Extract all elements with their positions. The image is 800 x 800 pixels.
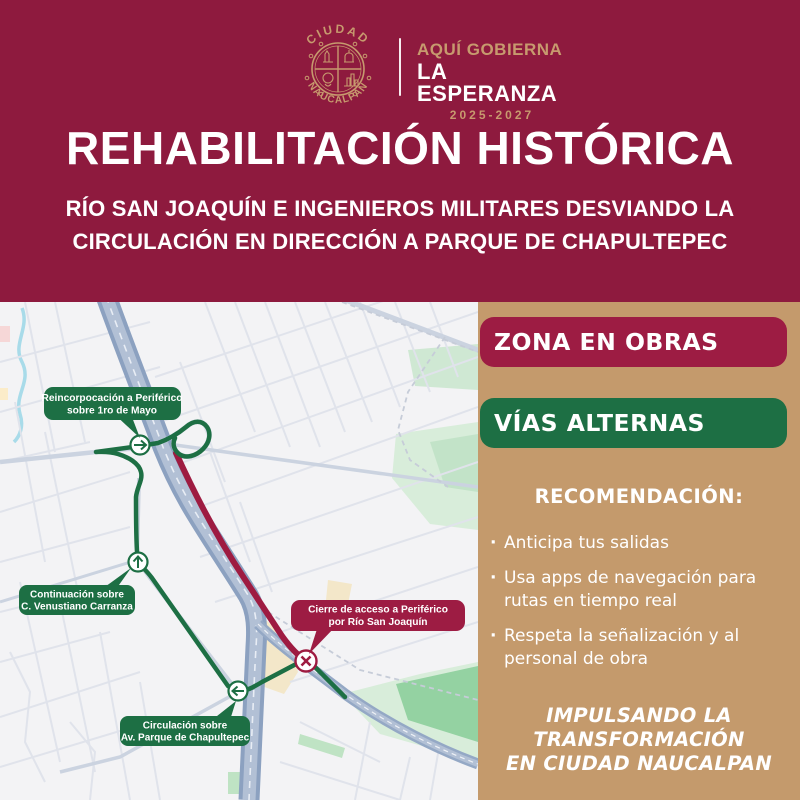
- merge-right-arrow-icon: [131, 436, 150, 455]
- label-line2: por Río San Joaquín: [328, 617, 428, 628]
- tagline-line3: EN CIUDAD NAUCALPAN: [506, 752, 772, 775]
- label-line2: sobre 1ro de Mayo: [66, 405, 158, 417]
- label-line2: Av. Parque de Chapultepec: [120, 732, 250, 744]
- seal-buildings-icon: [344, 74, 358, 86]
- tagline-line1: IMPULSANDO LA: [546, 704, 732, 727]
- recommendation-text: Respeta la señalización y al personal de obra: [504, 626, 740, 669]
- slogan-line1: AQUÍ GOBIERNA: [417, 40, 563, 59]
- tagline-line2: TRANSFORMACIÓN: [533, 728, 745, 751]
- recommendation-text: Anticipa tus salidas: [504, 533, 669, 553]
- seal-bottom-text: NAUCALPAN: [305, 80, 371, 107]
- bullet-dot: ·: [490, 533, 497, 553]
- seal-mask-smile: [325, 84, 331, 86]
- page-title: REHABILITACIÓN HISTÓRICA: [66, 122, 734, 174]
- zona-en-obras-badge: ZONA EN OBRAS: [480, 317, 787, 367]
- label-line1: Continuación sobre: [30, 589, 124, 601]
- label-line1: Circulación sobre: [142, 720, 228, 732]
- label-line2: C. Venustiano Carranza: [21, 601, 133, 613]
- slogan-line2: LA ESPERANZA: [417, 59, 558, 106]
- left-arrow-icon: [229, 682, 248, 701]
- slogan-years: 2025-2027: [449, 108, 535, 122]
- list-item: [490, 567, 790, 613]
- government-slogan: [417, 41, 577, 121]
- seal-church-icon: [344, 50, 354, 62]
- vias-alternas-badge: VÍAS ALTERNAS: [480, 398, 787, 448]
- recommendation-text: Usa apps de navegación para rutas en tiempo real: [504, 568, 757, 611]
- closure-x-icon: [296, 651, 317, 672]
- label-line1: Cierre de acceso a Periférico: [308, 604, 448, 616]
- info-panel: [478, 302, 800, 800]
- naucalpan-city-seal: [292, 20, 384, 114]
- seal-temple-icon: [323, 51, 333, 62]
- subtitle-line1: RÍO SAN JOAQUÍN E INGENIEROS MILITARES DESVIANDO LA: [65, 196, 735, 221]
- page-subtitle: [0, 192, 800, 258]
- bullet-dot: ·: [490, 626, 497, 646]
- recommendation-list: [490, 532, 790, 683]
- detour-map: [0, 302, 478, 800]
- header-banner: [0, 0, 800, 302]
- label-line1: Reincorpocación a Periférico: [41, 393, 183, 404]
- subtitle-line2: CIRCULACIÓN EN DIRECCIÓN A PARQUE DE CHAPULTEPEC: [72, 229, 728, 254]
- recommendation-title: RECOMENDACIÓN:: [534, 485, 744, 508]
- up-arrow-icon: [129, 553, 148, 572]
- header-divider: [399, 38, 401, 96]
- list-item: [490, 532, 790, 555]
- bullet-dot: ·: [490, 568, 497, 588]
- campaign-tagline: [478, 704, 800, 776]
- seal-top-text: CIUDAD: [303, 21, 373, 48]
- list-item: [490, 625, 790, 671]
- seal-mask-icon: [323, 73, 333, 83]
